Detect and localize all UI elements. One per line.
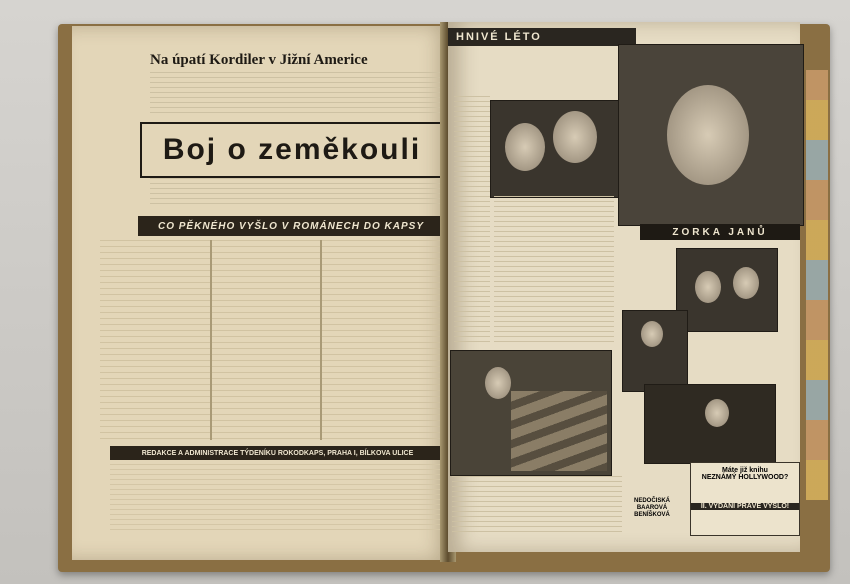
portrait-photo (618, 44, 804, 226)
section-banner: CO PĚKNÉHO VYŠLO V ROMÁNECH DO KAPSY (138, 216, 444, 236)
book-ad (690, 462, 800, 536)
right-col-text-2 (494, 196, 614, 346)
main-title: Boj o zeměkouli (162, 133, 422, 166)
left-subtext (150, 178, 440, 208)
left-headline: Na úpatí Kordiler v Jižní Americe (150, 52, 368, 68)
group-photo (644, 384, 776, 464)
couple-photo (490, 100, 620, 198)
right-col-text-3 (452, 476, 622, 536)
page-edge-tabs (806, 70, 828, 500)
listing-divider (320, 240, 322, 440)
men-photo (622, 310, 688, 392)
book-listing (100, 240, 440, 440)
photo-caption: NEDOČISKÁ BAAROVÁ BENÍŠKOVÁ (633, 498, 670, 518)
ad-line-1: Máte již knihu (722, 467, 768, 474)
footer-text (110, 464, 445, 534)
ad-line-2: NEZNÁMÝ HOLLYWOOD? (701, 474, 789, 481)
title-box (140, 122, 444, 178)
logs-photo (450, 350, 612, 476)
left-lead-text (150, 72, 440, 116)
listing-divider (210, 240, 212, 440)
right-col-text-1 (454, 96, 490, 346)
ad-line-3: II. VYDÁNÍ PRÁVĚ VYŠLO! (691, 503, 799, 510)
right-top-banner: HNIVÉ LÉTO (448, 28, 636, 46)
portrait-name: ZORKA JANŮ (640, 224, 800, 240)
footer-banner: REDAKCE A ADMINISTRACE TÝDENÍKU ROKODKAPS, PRAHA I, BÍLKOVA ULICE (110, 446, 445, 460)
couple-photo-small (676, 248, 778, 332)
